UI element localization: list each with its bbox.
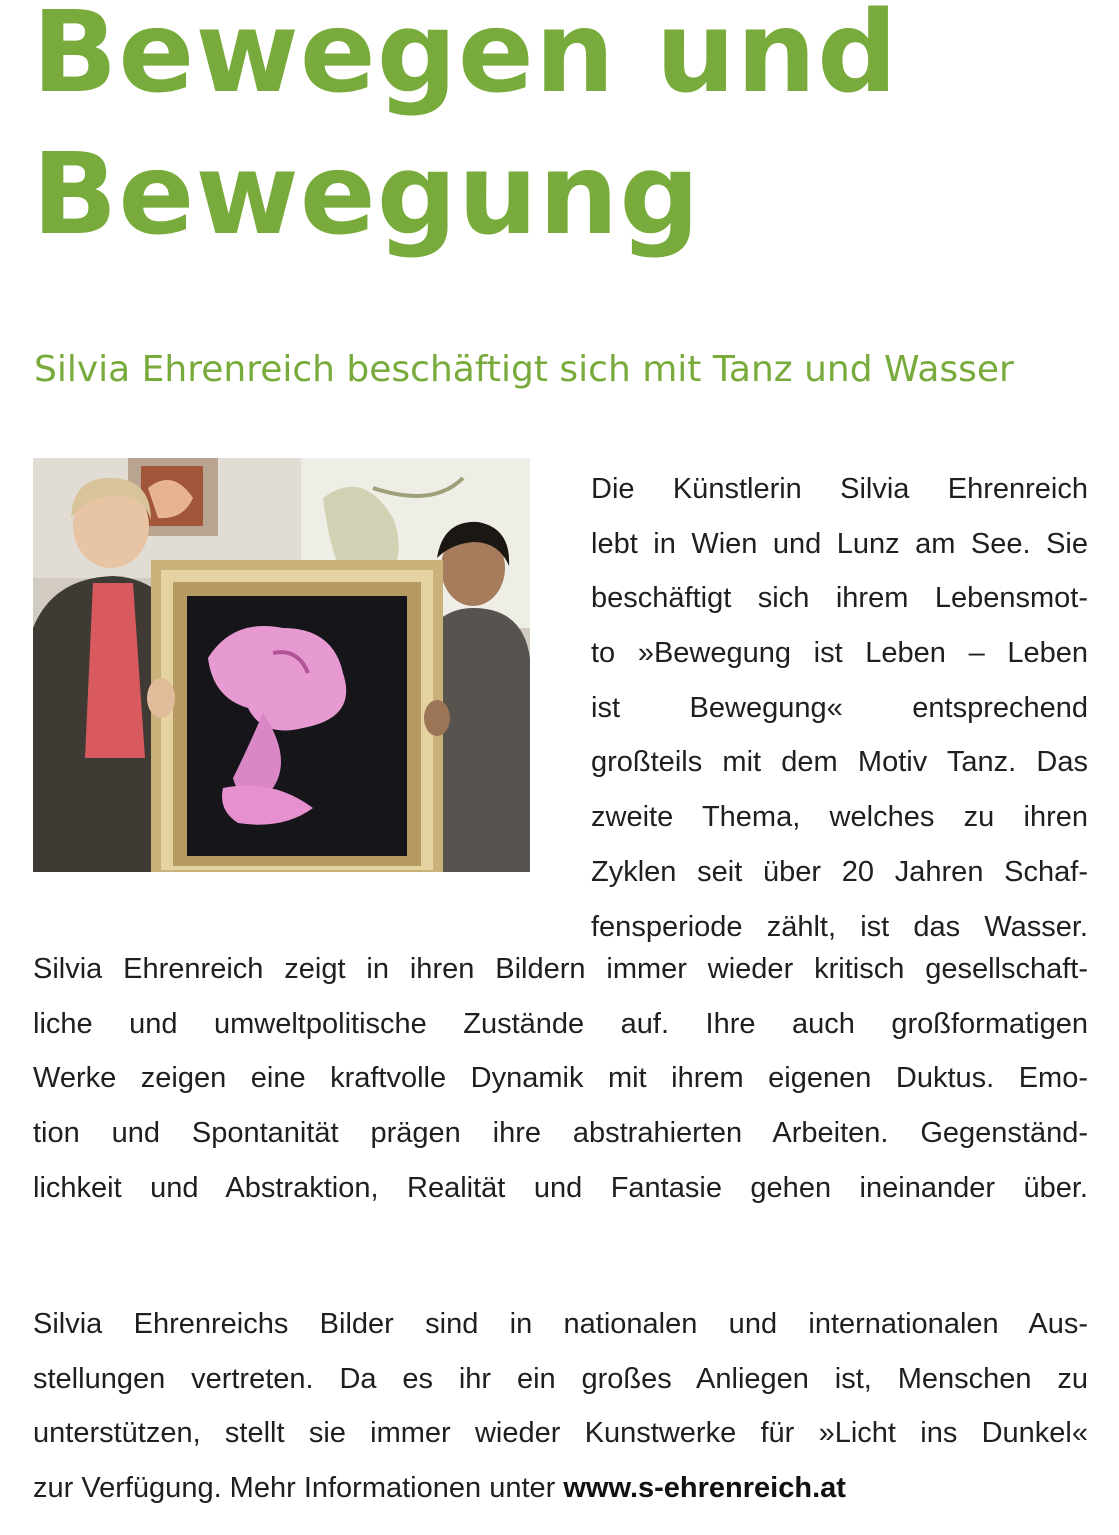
body-paragraph-2: [33, 1297, 1088, 1516]
intro-line: Zyklen seit über 20 Jahren Schaf-: [591, 855, 1088, 888]
intro-line: ist Bewegung« entsprechend: [591, 691, 1088, 724]
body-paragraph-1: [33, 942, 1088, 1215]
article-headline: [32, 0, 1092, 266]
intro-line: beschäftigt sich ihrem Lebensmot-: [591, 582, 1088, 615]
body-line: Werke zeigen eine kraftvolle Dynamik mit ihrem eigenen Duktus. Emo-: [33, 1062, 1088, 1095]
body-line: Silvia Ehrenreichs Bilder sind in nationalen und internationalen Aus-: [33, 1308, 1088, 1340]
headline-line-2: Bewegung: [32, 130, 701, 260]
website-link[interactable]: www.s-ehrenreich.at: [563, 1472, 846, 1505]
intro-line: großteils mit dem Motiv Tanz. Das: [591, 746, 1088, 779]
intro-line: zweite Thema, welches zu ihren: [591, 801, 1088, 834]
body-line: unterstützen, stellt sie immer wieder Kunstwerke für »Licht ins Dunkel«: [33, 1417, 1088, 1450]
body-last-line: [33, 1461, 1088, 1516]
intro-line: Die Künstlerin Silvia Ehrenreich: [591, 473, 1088, 505]
intro-line: lebt in Wien und Lunz am See. Sie: [591, 527, 1088, 560]
body-line: lichkeit und Abstraktion, Realität und Fantasie gehen ineinander über.: [33, 1171, 1088, 1204]
body-last-line-text: zur Verfügung. Mehr Informationen unter: [33, 1472, 564, 1505]
body-line: tion und Spontanität prägen ihre abstrahierten Arbeiten. Gegenständ-: [33, 1117, 1088, 1150]
article-subtitle: Silvia Ehrenreich beschäftigt sich mit Tanz und Wasser: [34, 349, 1014, 390]
headline-line-1: Bewegen und: [32, 0, 899, 118]
intro-paragraph: [591, 462, 1088, 954]
body-line: Silvia Ehrenreich zeigt in ihren Bildern immer wieder kritisch gesellschaft-: [33, 953, 1088, 985]
article-photo: [33, 458, 530, 872]
intro-line: fensperiode zählt, ist das Wasser.: [591, 910, 1088, 943]
body-line: stellungen vertreten. Da es ihr ein großes Anliegen ist, Menschen zu: [33, 1362, 1088, 1395]
intro-line: to »Bewegung ist Leben – Leben: [591, 637, 1088, 670]
body-line: liche und umweltpolitische Zustände auf. Ihre auch großformatigen: [33, 1007, 1088, 1040]
